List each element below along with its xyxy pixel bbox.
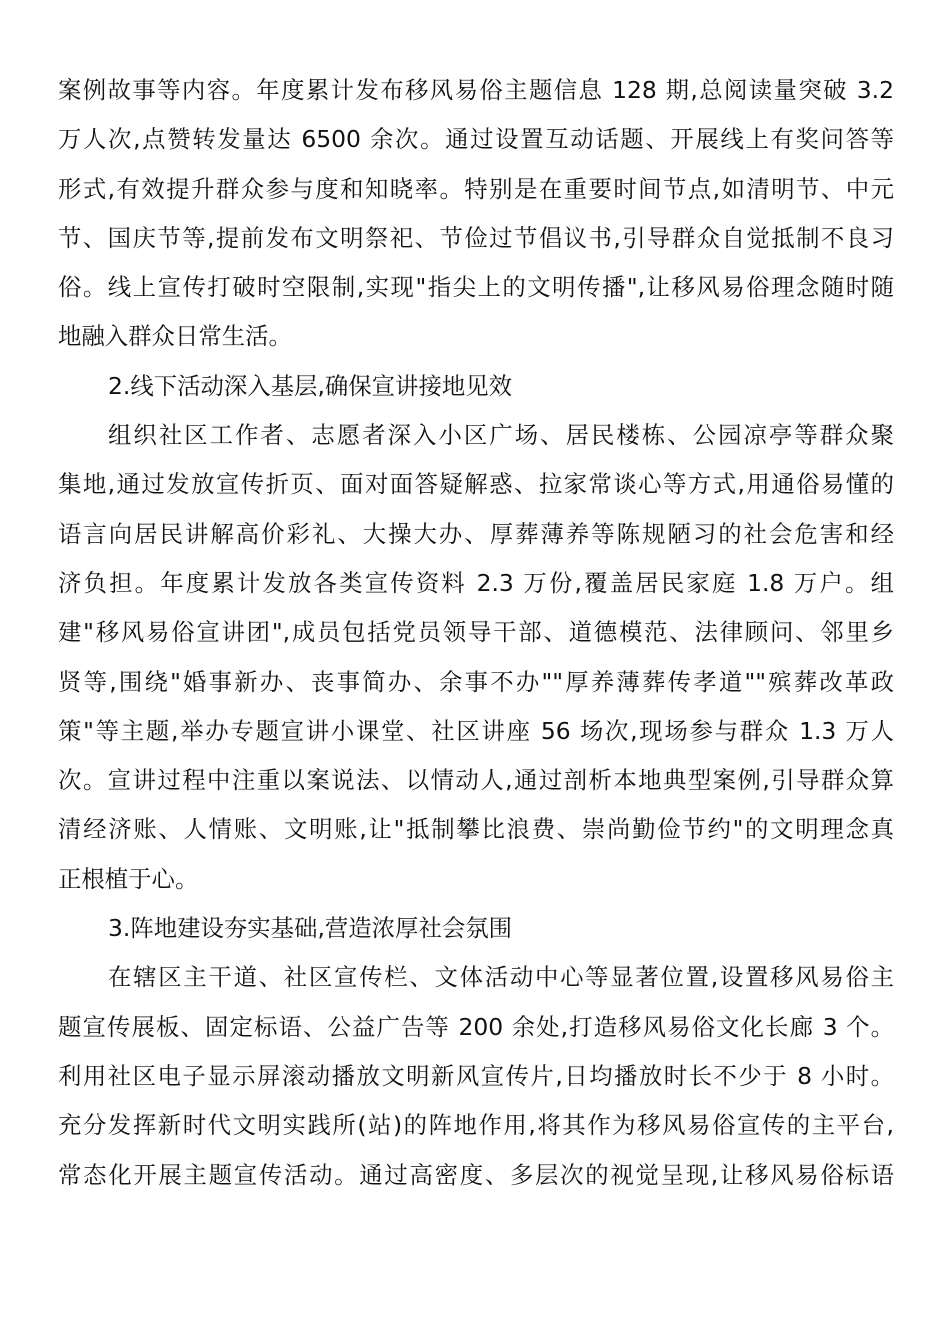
section-heading-position-building: 3.阵地建设夯实基础,营造浓厚社会氛围 [108,914,513,943]
text-line: 次。宣讲过程中注重以案说法、以情动人,通过剖析本地典型案例,引导群众算 [58,766,894,795]
text-line: 常态化开展主题宣传活动。通过高密度、多层次的视觉呈现,让移风易俗标语 [58,1160,894,1189]
paragraph-position-building [58,953,894,1199]
text-line: 清经济账、人情账、文明账,让"抵制攀比浪费、崇尚勤俭节约"的文明理念真 [58,815,894,844]
text-line: 充分发挥新时代文明实践所(站)的阵地作用,将其作为移风易俗宣传的主平台, [58,1111,894,1140]
text-line: 节、国庆节等,提前发布文明祭祀、节俭过节倡议书,引导群众自觉抵制不良习 [58,223,894,252]
text-line: 案例故事等内容。年度累计发布移风易俗主题信息 128 期,总阅读量突破 3.2 [58,76,894,104]
document-page [58,66,894,1200]
text-line: 万人次,点赞转发量达 6500 余次。通过设置互动话题、开展线上有奖问答等 [58,125,894,154]
text-line: 语言向居民讲解高价彩礼、大操大办、厚葬薄养等陈规陋习的社会危害和经 [58,519,894,548]
paragraph-online-publicity [58,66,894,362]
text-line: 组织社区工作者、志愿者深入小区广场、居民楼栋、公园凉亭等群众聚 [108,421,894,450]
text-line: 集地,通过发放宣传折页、面对面答疑解惑、拉家常谈心等方式,用通俗易懂的 [58,470,894,499]
text-line: 在辖区主干道、社区宣传栏、文体活动中心等显著位置,设置移风易俗主 [108,963,894,992]
text-line: 利用社区电子显示屏滚动播放文明新风宣传片,日均播放时长不少于 8 小时。 [58,1061,894,1090]
text-line: 济负担。年度累计发放各类宣传资料 2.3 万份,覆盖居民家庭 1.8 万户。组 [58,568,894,597]
text-line: 俗。线上宣传打破时空限制,实现"指尖上的文明传播",让移风易俗理念随时随 [58,273,894,302]
paragraph-offline-activities [58,411,894,904]
section-heading-offline-activities: 2.线下活动深入基层,确保宣讲接地见效 [108,371,513,400]
text-line: 地融入群众日常生活。 [58,322,292,351]
text-line: 正根植于心。 [58,864,199,893]
text-line: 贤等,围绕"婚事新办、丧事简办、余事不办""厚养薄葬传孝道""殡葬改革政 [58,667,894,696]
text-line: 形式,有效提升群众参与度和知晓率。特别是在重要时间节点,如清明节、中元 [58,174,894,203]
text-line: 策"等主题,举办专题宣讲小课堂、社区讲座 56 场次,现场参与群众 1.3 万人 [58,716,894,745]
text-line: 建"移风易俗宣讲团",成员包括党员领导干部、道德模范、法律顾问、邻里乡 [58,618,894,647]
text-line: 题宣传展板、固定标语、公益广告等 200 余处,打造移风易俗文化长廊 3 个。 [58,1012,894,1041]
